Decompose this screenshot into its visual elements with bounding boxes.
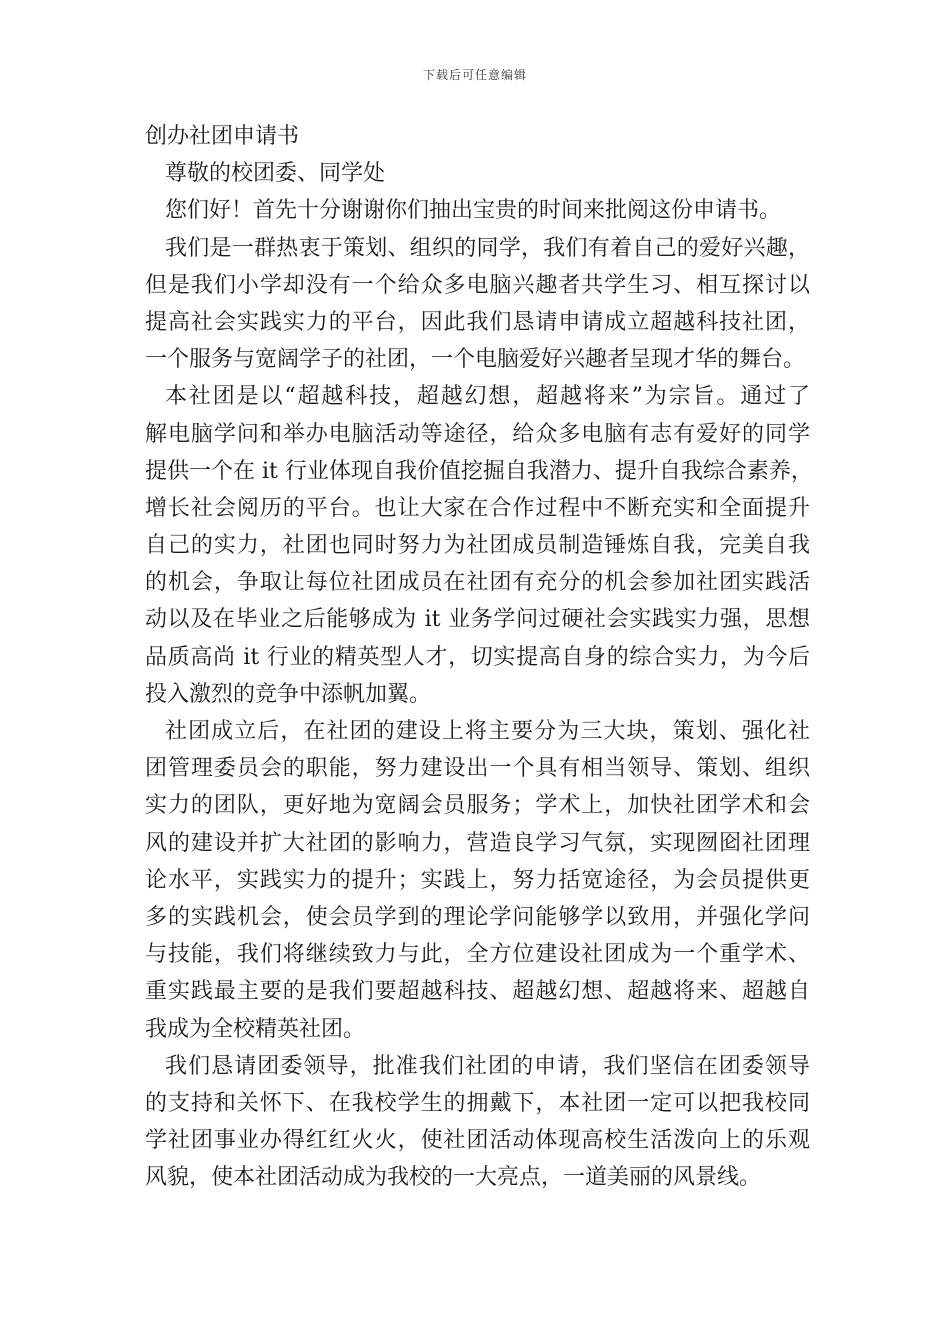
text-line: 我成为全校精英社团。 — [145, 1016, 366, 1042]
document-title: 创办社团申请书 — [145, 124, 300, 149]
text-line: 我们恳请团委领导，批准我们社团的申请，我们坚信在团委领导 — [165, 1053, 810, 1079]
text-line: 实力的团队，更好地为宽阔会员服务；学术上，加快社团学术和会 — [145, 793, 810, 819]
body-text — [145, 155, 813, 1196]
text-line: 学社团事业办得红红火火，使社团活动体现高校生活泼向上的乐观 — [145, 1128, 810, 1154]
text-line: 风的建设并扩大社团的影响力，营造良学习气氛，实现囫囵社团理 — [145, 830, 810, 856]
text-line: 论水平，实践实力的提升；实践上，努力括宽途径，为会员提供更 — [145, 867, 810, 893]
text-line: 投入激烈的竞争中添帆加翼。 — [145, 681, 432, 707]
text-line: 尊敬的校团委、同学处 — [165, 161, 386, 187]
text-line: 但是我们小学却没有一个给众多电脑兴趣者共学生习、相互探讨以 — [145, 272, 810, 298]
text-line: 团管理委员会的职能，努力建设出一个具有相当领导、策划、组织 — [145, 756, 810, 782]
text-line: 本社团是以“超越科技，超越幻想，超越将来”为宗旨。通过了 — [165, 384, 810, 410]
text-line: 解电脑学问和举办电脑活动等途径，给众多电脑有志有爱好的同学 — [145, 421, 810, 447]
text-line: 我们是一群热衷于策划、组织的同学，我们有着自己的爱好兴趣， — [165, 235, 810, 261]
text-line: 自己的实力，社团也同时努力为社团成员制造锤炼自我，完美自我 — [145, 533, 810, 559]
text-line: 与技能，我们将继续致力与此，全方位建设社团成为一个重学术、 — [145, 942, 810, 968]
document-body — [145, 118, 813, 1196]
text-line: 增长社会阅历的平台。也让大家在合作过程中不断充实和全面提升 — [145, 495, 810, 521]
text-line: 提供一个在 it 行业体现自我价值挖掘自我潜力、提升自我综合素养， — [145, 458, 813, 484]
text-line: 的支持和关怀下、在我校学生的拥戴下，本社团一定可以把我校同 — [145, 1090, 810, 1116]
text-line: 您们好！首先十分谢谢你们抽出宝贵的时间来批阅这份申请书。 — [165, 198, 782, 224]
text-line: 多的实践机会，使会员学到的理论学问能够学以致用，并强化学问 — [145, 904, 810, 930]
text-line: 品质高尚 it 行业的精英型人才，切实提高自身的综合实力，为今后 — [145, 644, 810, 670]
text-line: 一个服务与宽阔学子的社团，一个电脑爱好兴趣者呈现才华的舞台。 — [145, 347, 806, 373]
text-line: 动以及在毕业之后能够成为 it 业务学问过硬社会实践实力强，思想 — [145, 607, 810, 633]
text-line: 提高社会实践实力的平台，因此我们恳请申请成立超越科技社团， — [145, 309, 810, 335]
text-line: 重实践最主要的是我们要超越科技、超越幻想、超越将来、超越自 — [145, 979, 810, 1005]
text-line: 的机会，争取让每位社团成员在社团有充分的机会参加社团实践活 — [145, 570, 810, 596]
text-line: 风貌，使本社团活动成为我校的一大亮点，一道美丽的风景线。 — [145, 1165, 762, 1191]
page-header-note: 下载后可任意编辑 — [422, 68, 527, 82]
text-line: 社团成立后，在社团的建设上将主要分为三大块，策划、强化社 — [165, 719, 810, 744]
